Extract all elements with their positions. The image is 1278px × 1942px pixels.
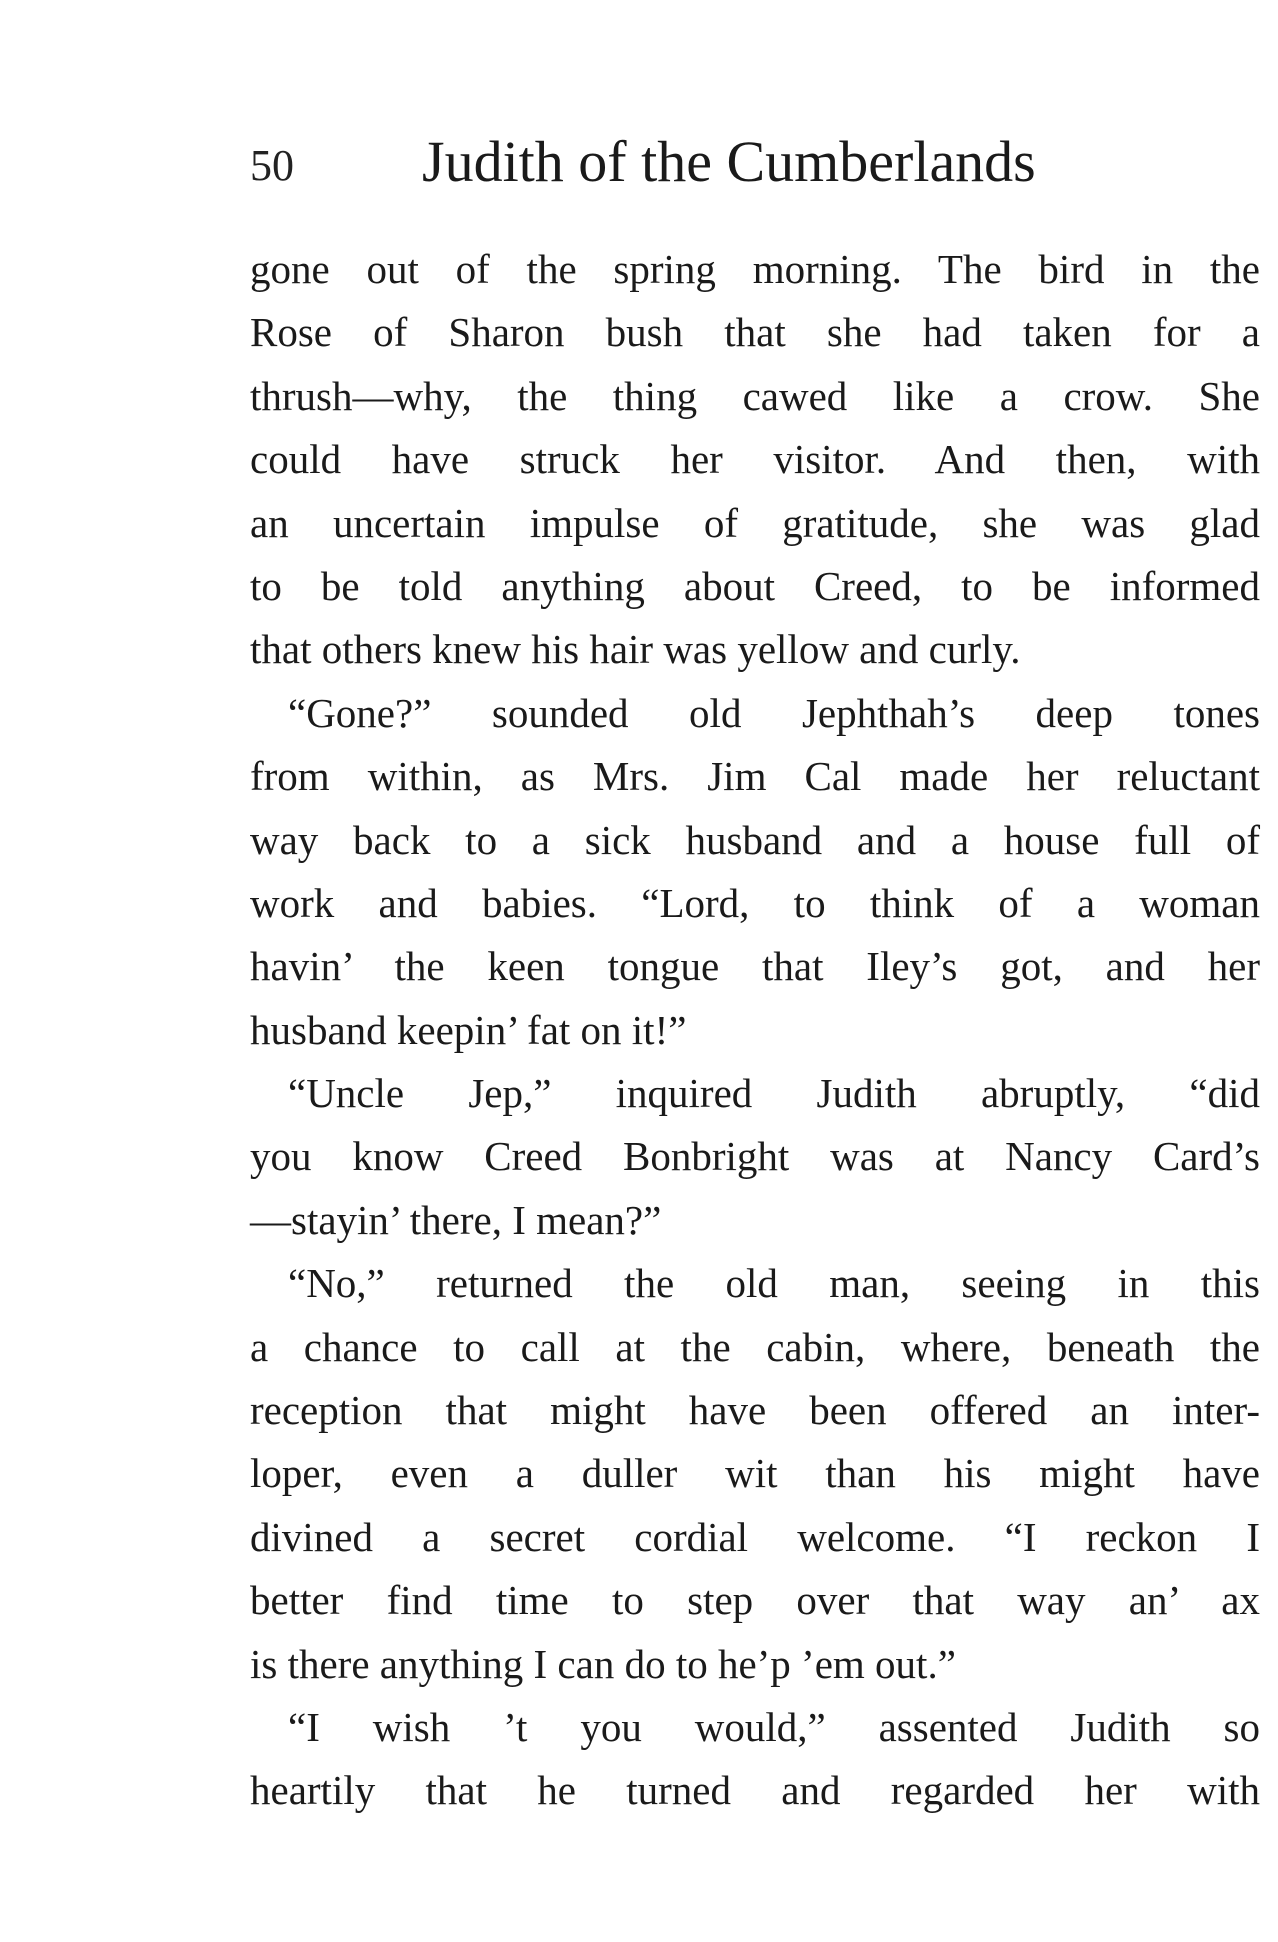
book-title: Judith of the Cumberlands bbox=[422, 129, 1036, 194]
text-line: gone out of the spring morning. The bird in the bbox=[250, 246, 1260, 292]
text-line: reception that might have been offered an inter- bbox=[250, 1387, 1260, 1434]
text-line: that others knew his hair was yellow and curly. bbox=[250, 626, 1021, 673]
text-line: Rose of Sharon bush that she had taken for a bbox=[250, 309, 1260, 356]
text-line: better find time to step over that way an’ ax bbox=[250, 1577, 1260, 1624]
text-line: way back to a sick husband and a house full of bbox=[250, 816, 1260, 863]
text-line: —stayin’ there, I mean?” bbox=[250, 1196, 662, 1243]
text-line: work and babies. “Lord, to think of a woman bbox=[250, 879, 1260, 926]
text-line: an uncertain impulse of gratitude, she was glad bbox=[250, 499, 1260, 546]
text-line: you know Creed Bonbright was at Nancy Card’s bbox=[250, 1133, 1260, 1180]
text-line: “I wish ’t you would,” assented Judith so bbox=[288, 1703, 1260, 1750]
text-line: a chance to call at the cabin, where, beneath the bbox=[250, 1323, 1260, 1370]
text-line: heartily that he turned and regarded her with bbox=[250, 1767, 1260, 1814]
text-line: divined a secret cordial welcome. “I reckon I bbox=[250, 1513, 1260, 1560]
text-line: thrush—why, the thing cawed like a crow. She bbox=[250, 372, 1260, 419]
text-line: havin’ the keen tongue that Iley’s got, and her bbox=[250, 943, 1260, 990]
text-line: husband keepin’ fat on it!” bbox=[250, 1006, 687, 1053]
running-head bbox=[250, 128, 1260, 208]
text-line: “Gone?” sounded old Jephthah’s deep tones bbox=[288, 689, 1260, 736]
text-line: “Uncle Jep,” inquired Judith abruptly, “did bbox=[288, 1070, 1260, 1117]
text-line: is there anything I can do to he’p ’em out.” bbox=[250, 1640, 956, 1687]
text-line: “No,” returned the old man, seeing in this bbox=[288, 1260, 1260, 1307]
page-number: 50 bbox=[250, 141, 294, 190]
text-line: from within, as Mrs. Jim Cal made her reluctant bbox=[250, 753, 1260, 800]
text-line: loper, even a duller wit than his might have bbox=[250, 1450, 1260, 1497]
body-text bbox=[250, 238, 1260, 1823]
text-line: could have struck her visitor. And then, with bbox=[250, 436, 1260, 483]
text-line: to be told anything about Creed, to be informed bbox=[250, 562, 1260, 609]
